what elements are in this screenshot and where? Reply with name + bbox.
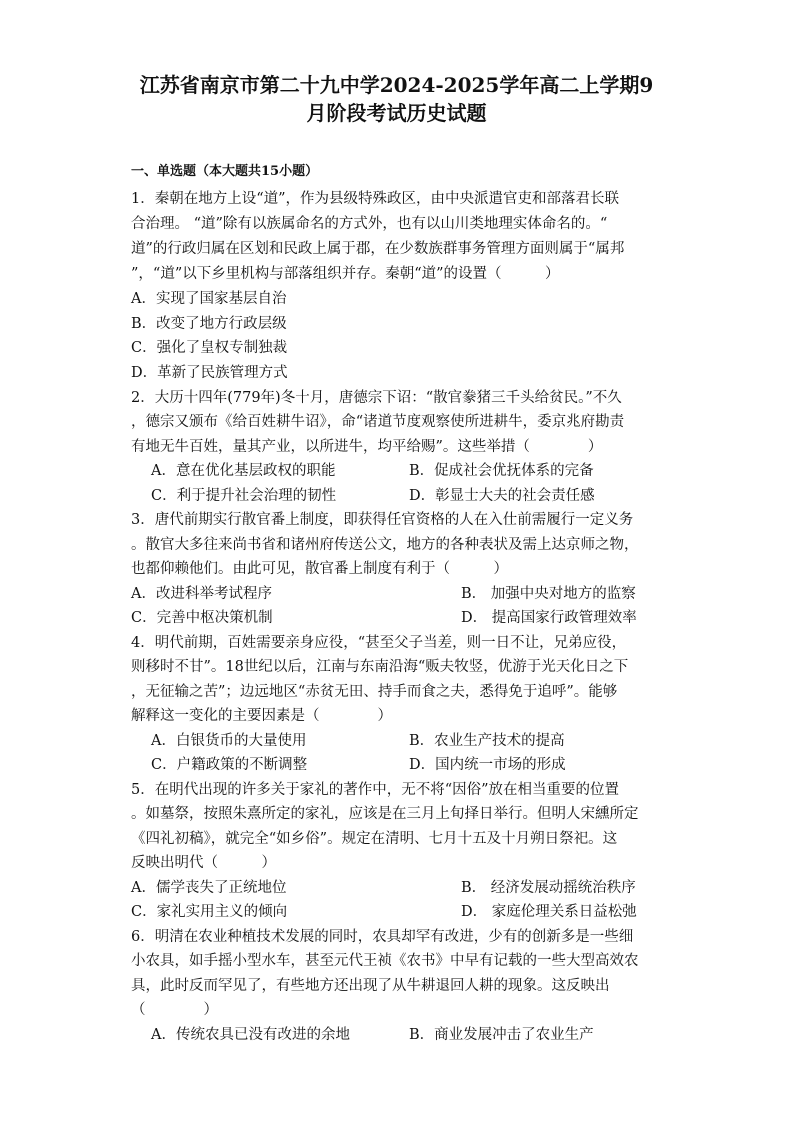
- q5-option-b: B． 经济发展动摇统治秩序: [461, 880, 636, 896]
- q6-stem-line: 6．明清在农业种植技术发展的同时，农具却罕有改进，少有的创新多是一些细: [131, 929, 634, 945]
- q2-option-d: D．彰显士大夫的社会责任感: [409, 488, 595, 504]
- q6-stem-line: （ ）: [131, 1002, 218, 1018]
- q2-stem-line: ，德宗又颁布《给百姓耕牛诏》，命“诸道节度观察使所进耕牛，委京兆府勘责: [131, 414, 625, 430]
- q4-option-b: B．农业生产技术的提高: [409, 733, 565, 749]
- q3-stem-line: 。散官大多往来尚书省和诸州府传送公文，地方的各种表状及需上达京师之物，: [131, 537, 639, 553]
- q5-option-c: C．家礼实用主义的倾向: [131, 904, 288, 920]
- q2-stem-line: 有地无牛百姓，量其产业，以所进牛，均平给赐”。这些举措（ ）: [131, 439, 603, 455]
- q1-option-c: C．强化了皇权专制独裁: [131, 340, 288, 356]
- section-header: 一、单选题（本大题共15小题）: [131, 164, 319, 179]
- q4-stem-line: 4．明代前期，百姓需要亲身应役，“甚至父子当差，则一日不让，兄弟应役，: [131, 635, 627, 651]
- q4-stem-line: 解释这一变化的主要因素是（ ）: [131, 708, 392, 724]
- q6-stem-line: 小农具，如手摇小型水车，甚至元代王祯《农书》中早有记载的一些大型高效农: [131, 953, 639, 969]
- q3-stem-line: 也都仰赖他们。由此可见，散官番上制度有利于（ ）: [131, 561, 508, 577]
- q5-option-d: D． 家庭伦理关系日益松弛: [461, 904, 637, 920]
- q6-option-a: A．传统农具已没有改进的余地: [151, 1027, 350, 1043]
- q2-stem-line: 2．大历十四年(779年)冬十月，唐德宗下诏：“散官豢猪三千头给贫民。”不久: [131, 390, 622, 406]
- q5-stem-line: 5．在明代出现的许多关于家礼的著作中，无不将“因俗”放在相当重要的位置: [131, 782, 620, 798]
- q4-stem-line: 则移时不甘”。18世纪以后，江南与东南沿海“贩夫牧竖，优游于光天化日之下: [131, 659, 629, 675]
- q3-option-a: A．改进科举考试程序: [131, 586, 272, 602]
- q5-stem-line: 。如墓祭，按照朱熹所定的家礼，应该是在三月上旬择日举行。但明人宋纁所定: [131, 806, 639, 822]
- q5-stem-line: 《四礼初稿》，就完全“如乡俗”。规定在清明、七月十五及十月朔日祭祀。这: [131, 831, 618, 847]
- q6-stem-line: 具，此时反而罕见了，有些地方还出现了从牛耕退回人耕的现象。这反映出: [131, 978, 610, 994]
- q3-stem-line: 3．唐代前期实行散官番上制度，即获得任官资格的人在入仕前需履行一定义务: [131, 512, 634, 528]
- q6-option-b: B．商业发展冲击了农业生产: [409, 1027, 594, 1043]
- q1-option-d: D．革新了民族管理方式: [131, 365, 288, 381]
- q4-option-c: C．户籍政策的不断调整: [151, 757, 308, 773]
- q1-stem-line: 合治理。 “道”除有以族属命名的方式外，也有以山川类地理实体命名的。“: [131, 216, 608, 232]
- q3-option-c: C．完善中枢决策机制: [131, 610, 273, 626]
- q1-option-a: A．实现了国家基层自治: [131, 291, 287, 307]
- q4-option-d: D．国内统一市场的形成: [409, 757, 566, 773]
- q1-stem-line: 道”的行政归属在区划和民政上属于郡，在少数族群事务管理方面则属于“属邦: [131, 241, 625, 257]
- exam-title-line-1: 江苏省南京市第二十九中学2024-2025学年高二上学期9: [139, 73, 654, 97]
- q4-option-a: A．白银货币的大量使用: [151, 733, 307, 749]
- q1-option-b: B．改变了地方行政层级: [131, 316, 287, 332]
- q1-stem-line: ”，“道”以下乡里机构与部落组织并存。秦朝“道”的设置（ ）: [131, 266, 560, 282]
- q2-option-a: A．意在优化基层政权的职能: [151, 463, 336, 479]
- q2-option-b: B．促成社会优抚体系的完备: [409, 463, 594, 479]
- q3-option-d: D． 提高国家行政管理效率: [461, 610, 637, 626]
- exam-title-line-2: 月阶段考试历史试题: [306, 101, 487, 125]
- q2-option-c: C．利于提升社会治理的韧性: [151, 488, 337, 504]
- q5-option-a: A．儒学丧失了正统地位: [131, 880, 287, 896]
- q3-option-b: B． 加强中央对地方的监察: [461, 586, 636, 602]
- q4-stem-line: ，无征输之苦”；边远地区“赤贫无田、持手而食之夫，悉得免于追呼”。能够: [131, 684, 618, 700]
- q5-stem-line: 反映出明代（ ）: [131, 855, 276, 871]
- q1-stem-line: 1．秦朝在地方上设“道”，作为县级特殊政区，由中央派遣官吏和部落君长联: [131, 191, 620, 207]
